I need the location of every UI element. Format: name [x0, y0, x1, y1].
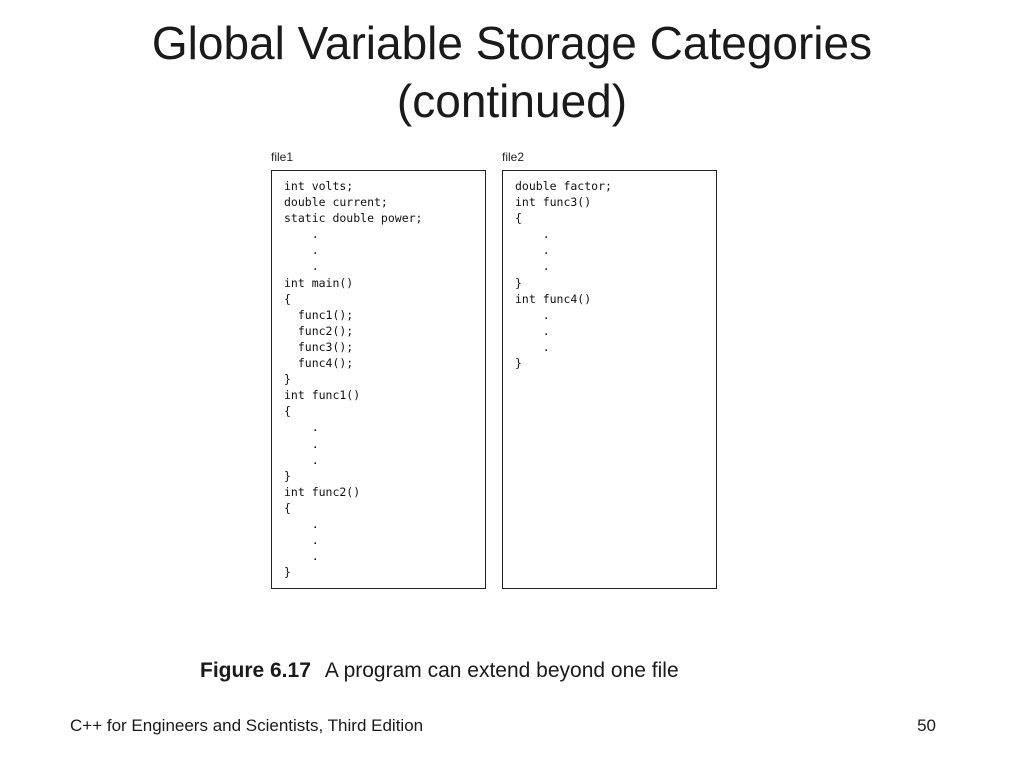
slide-title-line-2: (continued) — [396, 75, 628, 127]
footer-book-title: C++ for Engineers and Scientists, Third Edition — [70, 716, 424, 735]
footer-page-number: 50 — [917, 716, 936, 735]
code-line: int func1() — [284, 388, 361, 403]
code-line: . — [284, 452, 319, 467]
code-line: . — [515, 259, 550, 274]
file2-label: file2 — [502, 150, 525, 164]
code-line: } — [284, 468, 291, 483]
code-line: . — [284, 243, 319, 258]
code-line: . — [284, 533, 319, 548]
code-line: double current; — [284, 195, 388, 210]
figure-caption — [200, 658, 679, 684]
code-line: { — [284, 291, 291, 306]
code-line: . — [284, 549, 319, 564]
code-line: { — [284, 404, 291, 419]
code-line: . — [515, 227, 550, 242]
code-line: } — [284, 372, 291, 387]
slide-title — [0, 14, 1024, 130]
code-line: double factor; — [515, 179, 612, 193]
code-line: static double power; — [284, 211, 423, 226]
figure-caption-text: A program can extend beyond one file — [324, 659, 679, 682]
code-line: int main() — [284, 275, 354, 290]
figure-number: Figure 6.17 — [200, 659, 311, 682]
code-line: . — [284, 516, 319, 531]
file1-code-listing — [284, 178, 422, 580]
code-line: } — [515, 275, 522, 290]
code-line: . — [284, 436, 319, 451]
file1-code-box — [271, 170, 486, 589]
slide-title-line-1: Global Variable Storage Categories — [151, 17, 873, 69]
code-line: . — [284, 227, 319, 242]
file2-code-listing — [515, 178, 612, 371]
code-line: func1(); — [284, 307, 354, 322]
code-line: { — [515, 211, 522, 226]
file1-label: file1 — [271, 150, 294, 164]
code-line: int func3() — [515, 195, 592, 210]
code-line: . — [284, 420, 319, 435]
code-line: int func2() — [284, 484, 361, 499]
code-line: func2(); — [284, 323, 354, 338]
code-line: func3(); — [284, 339, 354, 354]
code-line: int volts; — [284, 179, 354, 193]
file2-code-box — [502, 170, 717, 589]
code-line: . — [515, 323, 550, 338]
code-line: } — [515, 356, 522, 371]
code-line: int func4() — [515, 291, 592, 306]
code-line: . — [515, 339, 550, 354]
code-line: func4(); — [284, 356, 354, 371]
code-line: . — [515, 243, 550, 258]
code-line: } — [284, 565, 291, 580]
code-line: { — [284, 500, 291, 515]
code-line: . — [515, 307, 550, 322]
code-line: . — [284, 259, 319, 274]
